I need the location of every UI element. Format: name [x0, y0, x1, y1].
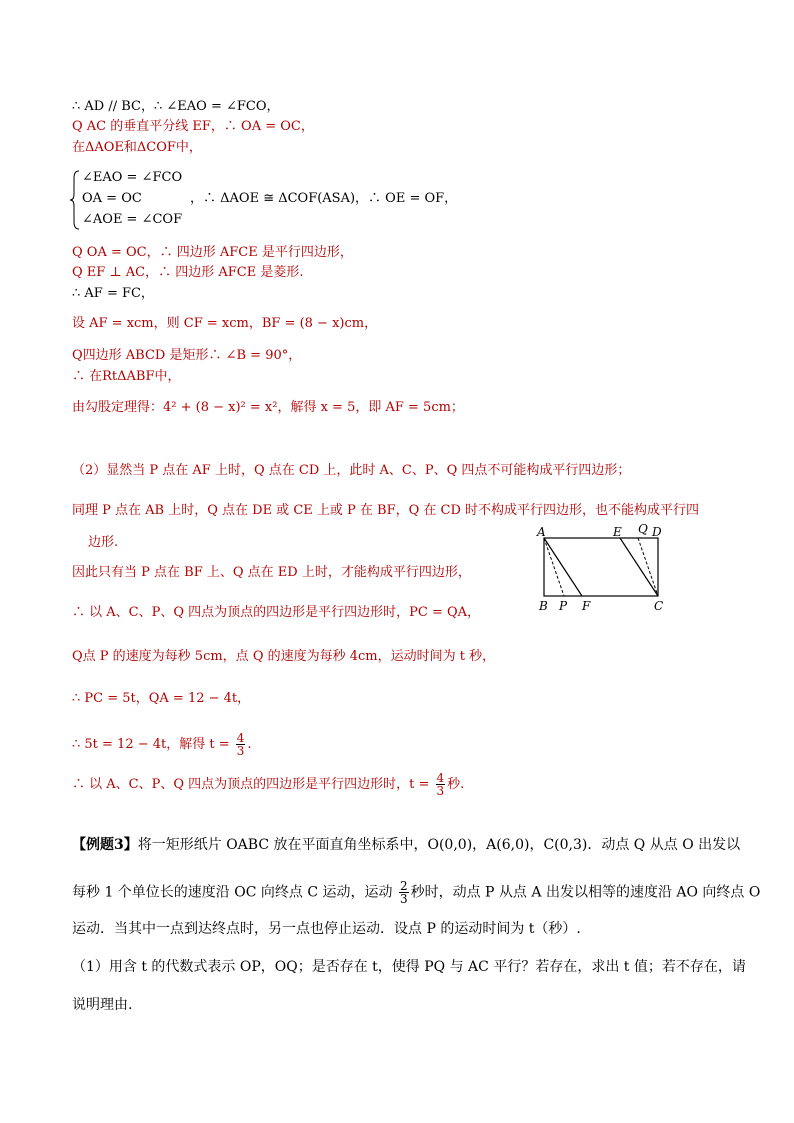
- label-D: D: [652, 525, 662, 539]
- part2-line-8: ∴ 5t = 12 − 4t，解得 t = $\frac{4}{3}$ .: [72, 731, 252, 758]
- segment-QC: [638, 538, 658, 596]
- proof-line-5: Q EF ⊥ AC，∴ 四边形 AFCE 是菱形.: [72, 265, 304, 280]
- example3-line-4: （1）用含 t 的代数式表示 OP，OQ；是否存在 t，使得 PQ 与 AC 平行？若存在，求出 t 值；若不存在，请: [72, 959, 746, 975]
- system-row-3: ∠AOE = ∠COF: [82, 212, 183, 227]
- segment-EC: [620, 538, 658, 596]
- example3-tag: 【例题3】: [72, 837, 138, 853]
- segment-AP: [544, 538, 564, 596]
- part2-line-1: （2）显然当 P 点在 AF 上时，Q 点在 CD 上，此时 A、C、P、Q 四点不可能构成平行四边形；: [72, 463, 631, 478]
- proof-line-9: ∴ 在RtΔABF中，: [72, 369, 181, 384]
- part2-line-3: 边形.: [88, 535, 119, 550]
- part2-line-6: Q点 P 的速度为每秒 5cm，点 Q 的速度为每秒 4cm，运动时间为 t 秒，: [72, 649, 496, 664]
- proof-line-10: 由勾股定理得：4² + (8 − x)² = x²，解得 x = 5，即 AF = 5cm；: [72, 400, 464, 415]
- part2-line-4: 因此只有当 P 点在 BF 上、Q 点在 ED 上时，才能构成平行四边形，: [72, 565, 471, 580]
- part2-line-9-text: ∴ 以 A、C、P、Q 四点为顶点的四边形是平行四边形时，t =: [72, 777, 430, 792]
- system-conclusion: ，∴ ΔAOE ≅ ΔCOF(ASA)，∴ OE = OF，: [190, 191, 458, 206]
- proof-line-2: Q AC 的垂直平分线 EF，∴ OA = OC，: [72, 119, 314, 134]
- fraction-four-thirds: $\frac{4}{3}$: [236, 731, 245, 758]
- proof-line-8: Q四边形 ABCD 是矩形∴ ∠B = 90°，: [72, 348, 302, 363]
- system-row-2: OA = OC: [82, 191, 142, 206]
- example3-line-2: 每秒 1 个单位长的速度沿 OC 向终点 C 运动，运动 $\frac{2}{3}$ 秒时，动点 P 从点 A 出发以相等的速度沿 AO 向终点 O: [72, 879, 761, 906]
- label-A: A: [537, 525, 546, 539]
- part2-line-7: ∴ PC = 5t，QA = 12 − 4t，: [72, 691, 251, 706]
- example3-line-5: 说明理由.: [72, 997, 133, 1013]
- segment-AF: [544, 538, 582, 596]
- proof-line-1: ∴ AD // BC，∴ ∠EAO = ∠FCO，: [72, 99, 280, 114]
- label-B: B: [539, 599, 548, 613]
- label-C: C: [654, 599, 664, 613]
- part2-line-2: 同理 P 点在 AB 上时，Q 点在 DE 或 CE 上或 P 在 BF，Q 在 CD 时不构成平行四边形，也不能构成平行四: [72, 503, 700, 518]
- label-P: P: [559, 599, 568, 613]
- example3-line-1: 【例题3】将一矩形纸片 OABC 放在平面直角坐标系中，O(0,0)，A(6,0)，C(0,3)．动点 Q 从点 O 出发以: [72, 837, 741, 853]
- label-Q: Q: [638, 522, 648, 536]
- fraction-four-thirds-2: $\frac{4}{3}$: [436, 771, 445, 798]
- part2-line-9: ∴ 以 A、C、P、Q 四点为顶点的四边形是平行四边形时，t = $\frac{4}{3}$ 秒.: [72, 771, 465, 798]
- proof-line-7: 设 AF = xcm，则 CF = xcm，BF = (8 − x)cm，: [72, 316, 378, 331]
- example3-line-3: 运动．当其中一点到达终点时，另一点也停止运动．设点 P 的运动时间为 t（秒）.: [72, 921, 581, 937]
- label-F: F: [582, 599, 591, 613]
- proof-line-4: Q OA = OC，∴ 四边形 AFCE 是平行四边形，: [72, 245, 353, 260]
- label-E: E: [613, 525, 622, 539]
- proof-line-3: 在ΔAOE和ΔCOF中，: [72, 140, 202, 155]
- system-row-1: ∠EAO = ∠FCO: [82, 170, 183, 185]
- rectangle-figure: [530, 522, 680, 617]
- system-brace: [70, 170, 80, 230]
- part2-line-5: ∴ 以 A、C、P、Q 四点为顶点的四边形是平行四边形时，PC = QA，: [72, 605, 481, 620]
- part2-line-8-text: ∴ 5t = 12 − 4t，解得 t =: [72, 737, 230, 752]
- fraction-two-thirds: $\frac{2}{3}$: [399, 879, 408, 906]
- proof-line-6: ∴ AF = FC，: [72, 286, 154, 301]
